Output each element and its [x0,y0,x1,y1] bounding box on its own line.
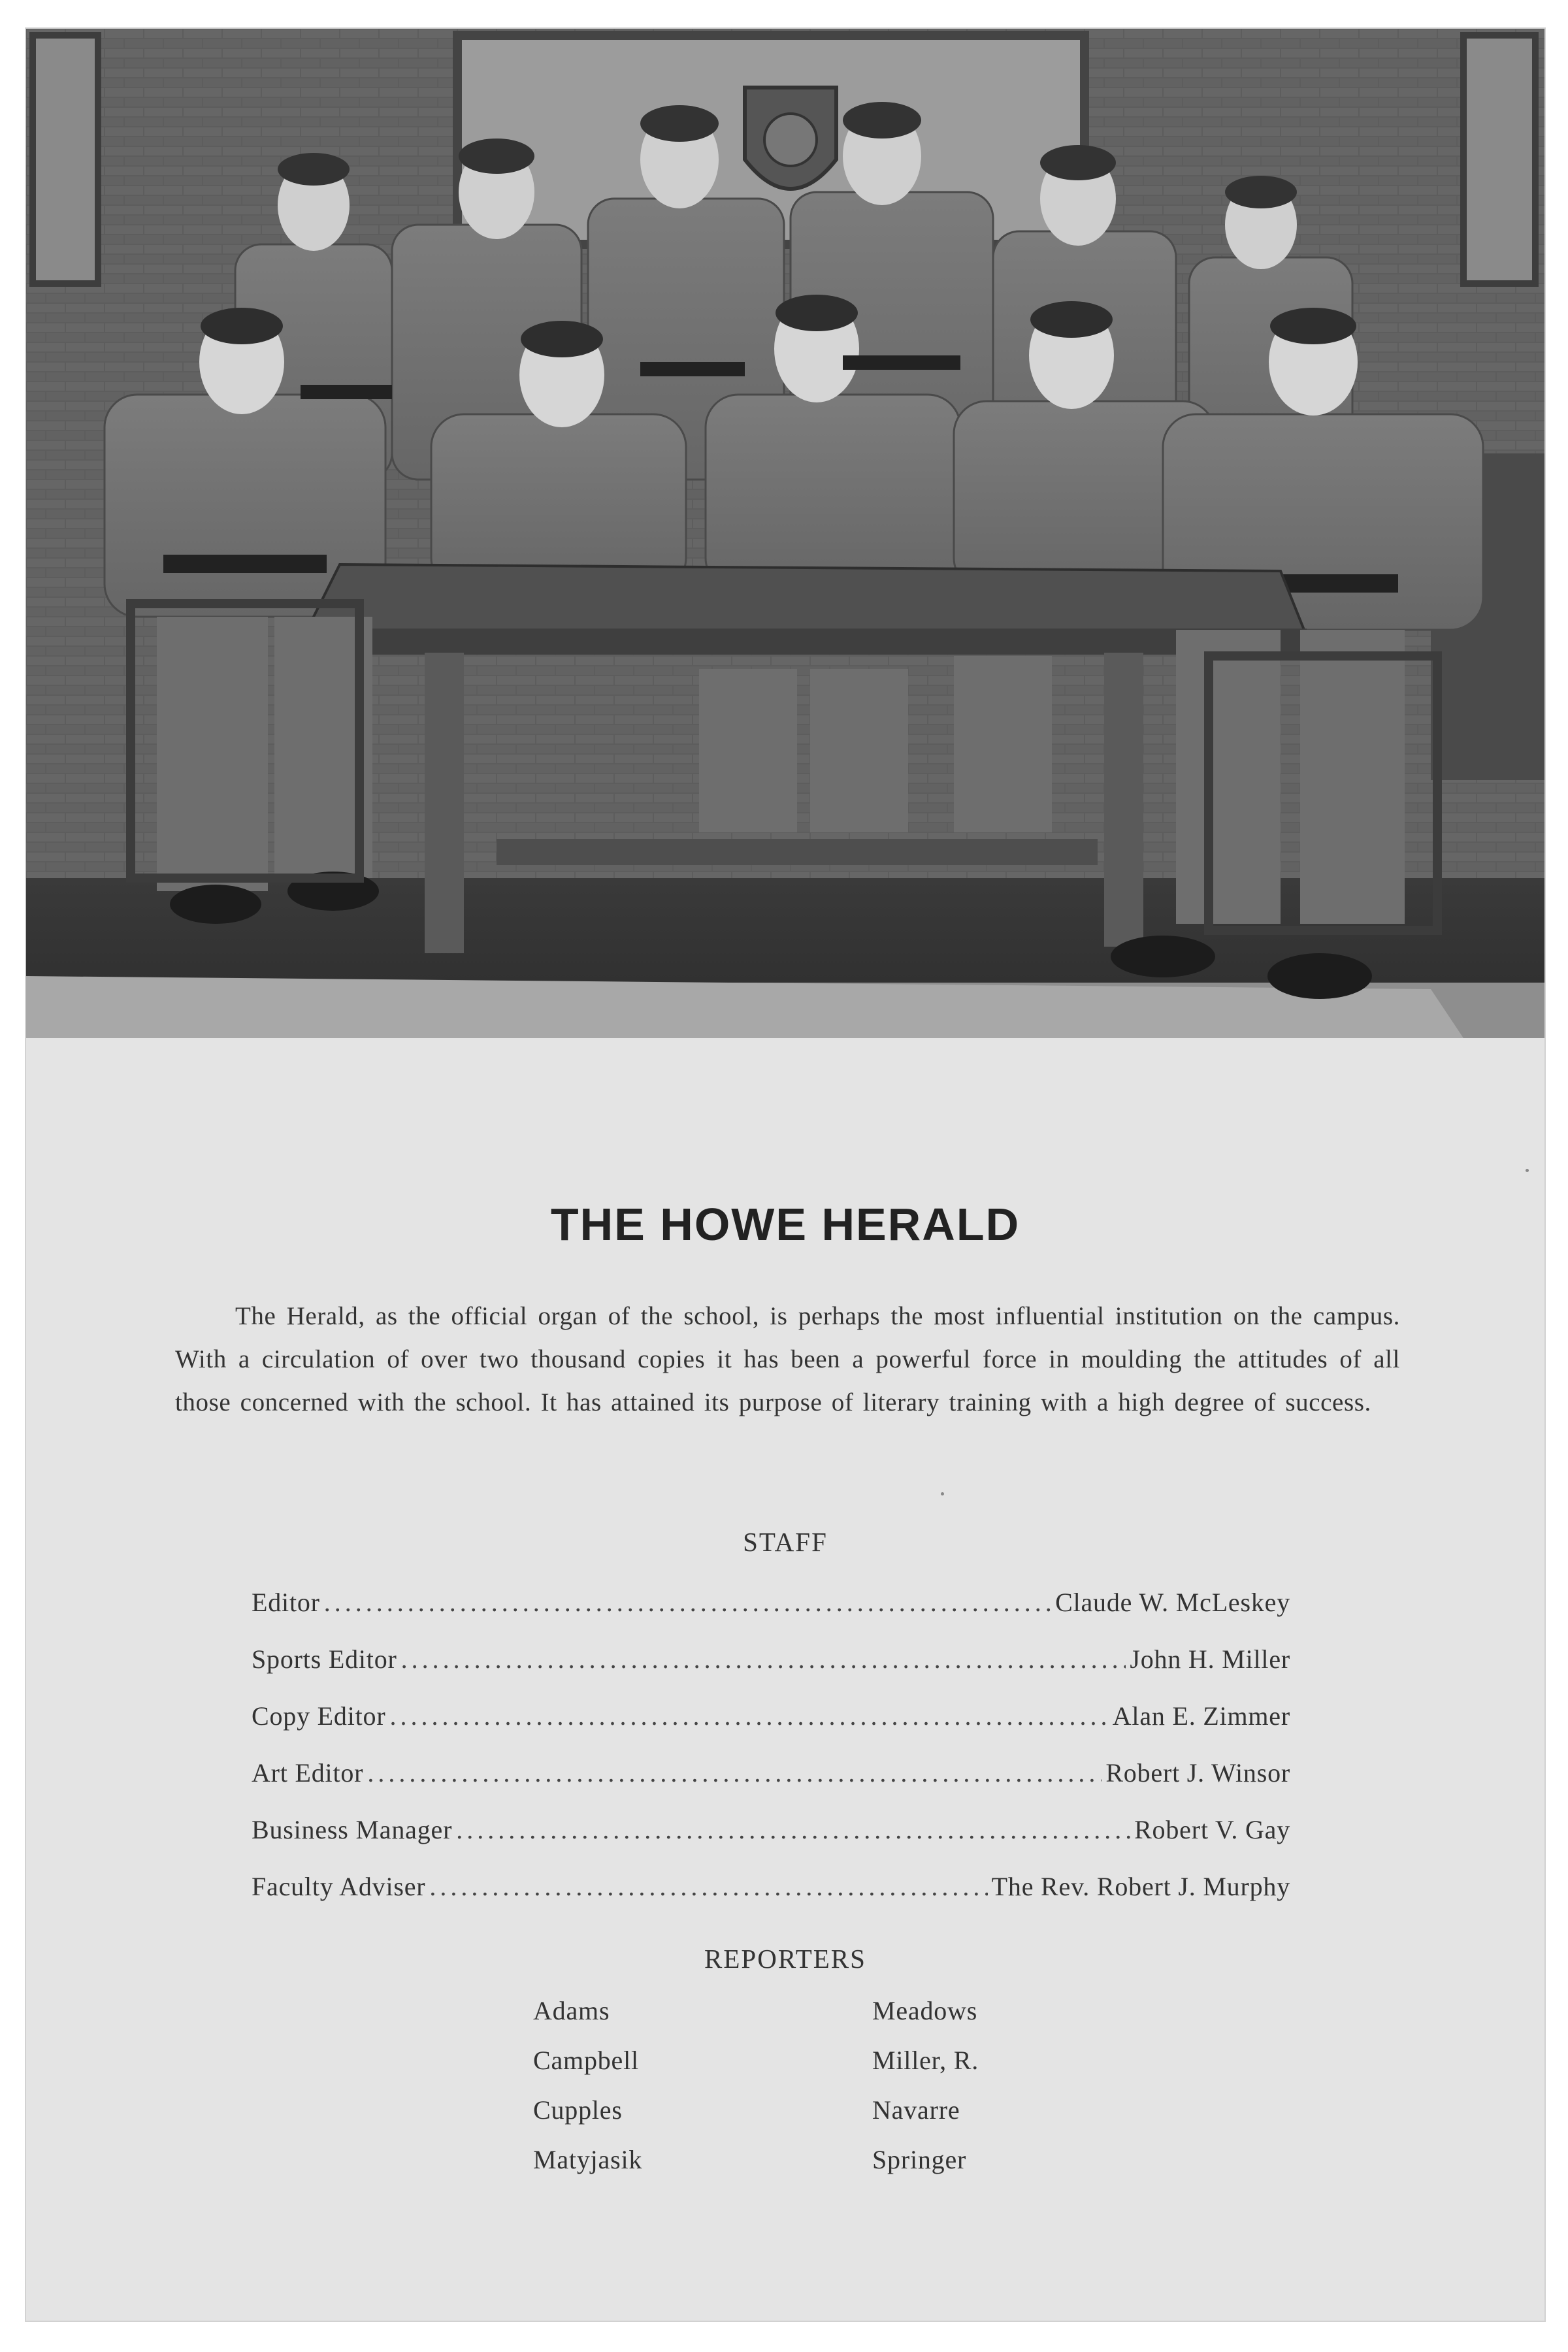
staff-heading: STAFF [743,1527,828,1557]
dot-leader [456,1814,1130,1845]
reporter-name: Springer [872,2145,967,2174]
staff-name: The Rev. Robert J. Murphy [991,1872,1290,1901]
staff-name: John H. Miller [1130,1644,1290,1674]
staff-role: Editor [252,1588,320,1617]
staff-role: Art Editor [252,1758,364,1788]
staff-role: Business Manager [252,1815,453,1844]
dot-leader [389,1701,1108,1731]
reporter-name: Cupples [533,2095,623,2125]
staff-row-copy-editor [252,1701,1290,1757]
reporter-name: Matyjasik [533,2145,643,2174]
staff-row-art-editor [252,1757,1290,1814]
group-photograph [26,29,1544,1038]
staff-name: Alan E. Zimmer [1112,1701,1290,1731]
dot-leader [324,1587,1051,1618]
staff-row-sports-editor [252,1644,1290,1701]
reporters-heading: REPORTERS [704,1944,866,1974]
staff-row-editor [252,1587,1290,1644]
staff-role: Faculty Adviser [252,1872,426,1901]
staff-role: Copy Editor [252,1701,386,1731]
reporter-name: Adams [533,1996,610,2025]
reporter-name: Meadows [872,1996,978,2025]
staff-list [252,1587,1290,1928]
staff-row-faculty-adviser [252,1871,1290,1928]
reporter-name: Miller, R. [872,2046,979,2075]
reporters-column-left [533,1995,808,2194]
staff-name: Robert V. Gay [1134,1815,1290,1844]
yearbook-page [25,27,1546,2322]
dot-leader [367,1757,1102,1788]
staff-role: Sports Editor [252,1644,397,1674]
staff-name: Robert J. Winsor [1105,1758,1290,1788]
reporter-name: Navarre [872,2095,960,2125]
print-speck [1526,1169,1529,1172]
print-speck [941,1492,944,1495]
reporter-name: Campbell [533,2046,639,2075]
staff-name: Claude W. McLeskey [1055,1588,1290,1617]
dot-leader [429,1871,987,1902]
staff-row-business-manager [252,1814,1290,1871]
intro-paragraph: The Herald, as the official organ of the school, is perhaps the most influential institution on the campus. With a circulation of over two thousand copies it has been a powerful force in moulding the attitudes of all those concerned with the school. It has attained its purpose of literary training with a high degree of success. [175,1302,1400,1416]
reporters-column-right [872,1995,1147,2194]
dot-leader [401,1644,1126,1674]
page-title: THE HOWE HERALD [550,1199,1021,1250]
